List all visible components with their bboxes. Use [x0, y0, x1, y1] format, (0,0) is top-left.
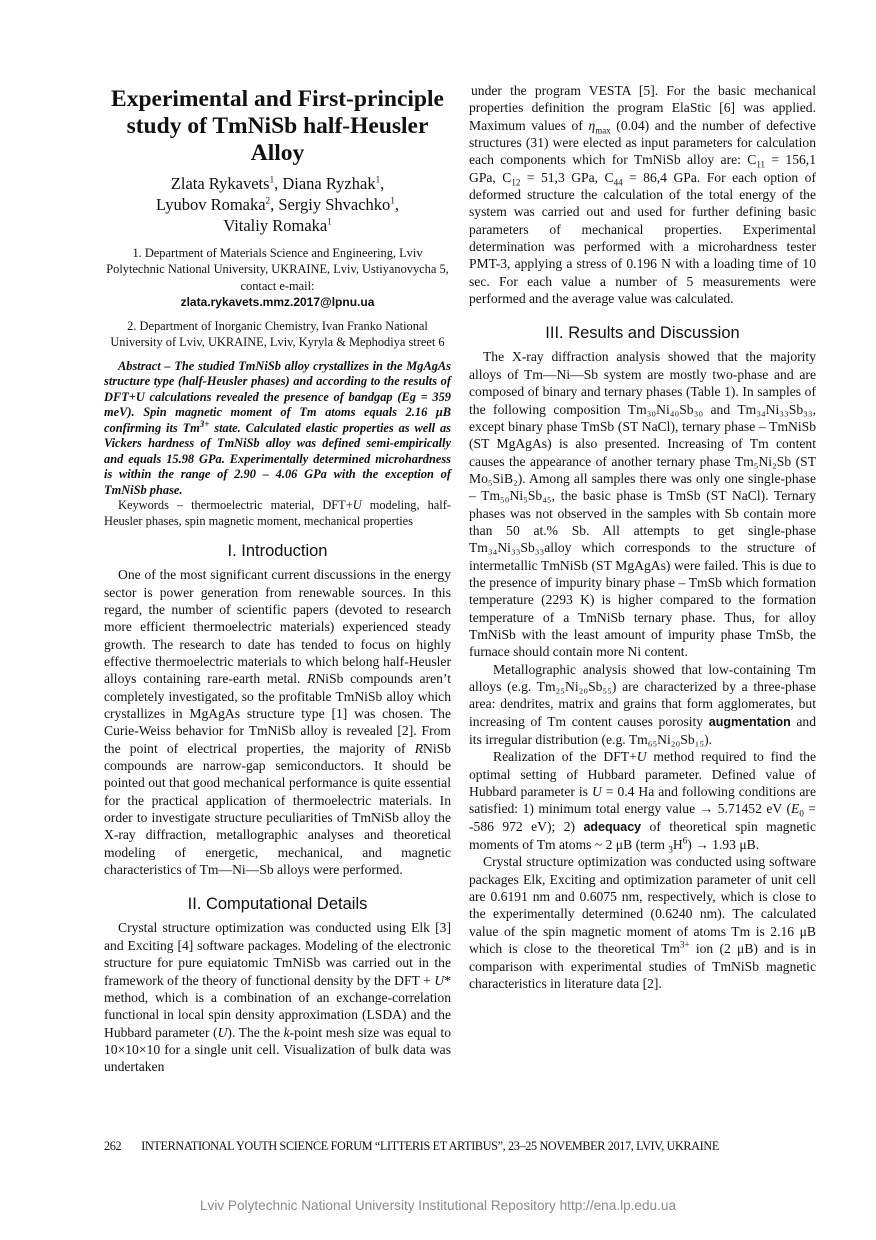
text: ) → 1.93 μB.: [687, 837, 760, 853]
author: Vitaliy Romaka: [223, 216, 328, 235]
intro-paragraph: [104, 566, 451, 878]
paper-title: Experimental and First-principle study of TmNiSb half-Heusler Alloy: [111, 86, 444, 166]
affiliation-mark: 1: [375, 174, 381, 185]
author: Sergiy Shvachko: [278, 195, 391, 214]
text: R: [414, 740, 424, 756]
text: U: [636, 749, 647, 765]
results-paragraph-3: [469, 748, 816, 853]
affiliation-mark: 1: [390, 195, 395, 206]
contact-email-link[interactable]: zlata.rykavets.mmz.2017@lpnu.ua: [180, 294, 375, 309]
computational-paragraph-continued: [469, 82, 816, 307]
subscript: 3: [668, 844, 673, 855]
bold-text: adequacy: [583, 819, 642, 834]
affiliation-mark: 1: [269, 174, 275, 185]
abstract-label: Abstract –: [118, 358, 171, 373]
section-heading-introduction: I. Introduction: [227, 542, 328, 561]
abstract: [104, 359, 451, 499]
text: under the program VESTA [5]. For the basic mechanical properties definition the program ElaStic [6] was applied. Maximum values of: [469, 83, 816, 133]
keywords-text: modeling, half-Heusler phases, spin magnetic moment, mechanical properties: [104, 498, 451, 528]
page-footer: [104, 1139, 719, 1154]
abstract-text: state. Calculated elastic properties as well as Vickers hardness of TmNiSb alloy was defined semi-empirically and equals 15.98 GPa. Experimentally determined microhardness is within the range of 2.90 – 4.06 GPa with the exception of TmNiSb phase.: [104, 420, 451, 497]
text: Realization of the DFT+: [493, 749, 637, 765]
affiliation-2: 2. Department of Inorganic Chemistry, Ivan Franko National University of Lviv, UKRAINE, Lviv, Kyryla & Mephodiya street 6: [110, 319, 445, 350]
keywords-text: U: [352, 498, 362, 513]
text: Crystal structure optimization was conducted using software packages Elk, Exciting and optimization parameter of unit cell are 0.6191 nm and 0.6075 nm, respectively, which is close to the experimentally determined (0.6240 nm). The calculated value of the spin magnetic moment of atoms Tm is 2.16 μB which is close to the theoretical Tm: [469, 854, 816, 957]
text: Metallographic analysis showed that low-containing Tm alloys (e.g. Tm₂₅Ni₂₀Sb₅₅) are characterized by a three-phase area: dendrites, matrix and grains that form agglomerates, but increasing of Tm content causes porosity: [469, 661, 816, 729]
subscript: max: [595, 125, 611, 136]
abstract-text: The studied TmNiSb alloy crystallizes in the MgAgAs structure type (half-Heusler phases) and according to the results of DFT+U calculations revealed the presence of bandgap (Eg = 359 meV). Spin magnetic moment of Tm atoms equals 2.16 μB confirming its Tm: [104, 358, 451, 435]
text: H: [672, 837, 683, 853]
author: Lyubov Romaka: [156, 195, 266, 214]
text: -point mesh size was equal to 10×10×10 for a single unit cell. Visualization of bulk data was undertaken: [104, 1024, 451, 1075]
subscript: 0: [799, 809, 804, 820]
author: Diana Ryzhak: [282, 174, 376, 193]
text: = 0.4 Ha and following conditions are satisfied: 1) minimum total energy value → 5.71452 eV (: [469, 784, 816, 817]
superscript: 6: [682, 835, 688, 846]
subscript: 12: [511, 177, 521, 188]
keywords: [104, 498, 451, 529]
page-number: 262: [104, 1139, 122, 1153]
text: = -586 972 eV); 2): [469, 801, 816, 834]
affiliation-mark: 1: [327, 216, 332, 227]
text: (0.04) and the number of defective structures (31) were elected as input parameters for calculation each components which for TmNiSb alloy are: C: [469, 117, 816, 168]
text: * method, which is a combination of an exchange-correlation functional in local spin density approximation (LSDA) and the Hubbard parameter (: [104, 972, 451, 1040]
subscript: 11: [756, 160, 766, 171]
conference-name: INTERNATIONAL YOUTH SCIENCE FORUM “LITTERIS ET ARTIBUS”, 23–25 NOVEMBER 2017, LVIV, UKRAINE: [141, 1139, 719, 1153]
affiliation-mark: 2: [265, 195, 271, 206]
text: = 86,4 GPa. For each option of deformed structure the calculation of the total energy of the system was carried out and used for further defining basic parameters of mechanical properties. Experimental determination was performed with a microhardness tester PMT-3, applying a stress of 0.196 N with a loading time of 10 sec. For each value a number of 5 measurements were performed and the average value was calculated.: [469, 169, 816, 307]
text: NiSb compounds are narrow-gap semiconductors. It should be pointed out that good mechanical performance is quite essential for the practical application of thermoelectric materials. In order to investigate structure peculiarities of TmNiSb alloy the X-ray diffraction, metallographic analyses and theoretical modeling of energetic, mechanical, and magnetic characteristics of Tm—Ni—Sb alloys were performed.: [104, 740, 451, 878]
superscript: 3+: [679, 939, 690, 950]
text: ). The the: [227, 1024, 284, 1040]
author-list: Zlata Rykavets$^1$, Diana Ryzhak$^1$, Lyubov Romaka$^2$, Sergiy Shvachko$^1$, Vitaliy Romaka$^1$: [156, 174, 399, 235]
text: and its irregular distribution (e.g. Tm₆₅Ni₂₀Sb₁₅).: [469, 713, 816, 748]
repository-watermark[interactable]: Lviv Polytechnic National University Institutional Repository http://ena.lp.edu.ua: [199, 1198, 677, 1213]
text: E: [791, 801, 800, 817]
text: = 156,1 GPa, C: [469, 152, 816, 185]
text: k: [283, 1024, 290, 1040]
text: NiSb compounds aren’t completely investigated, so the profitable TmNiSb alloy which crystallizes in MgAgAs structure type [1] was chosen. The Curie-Weiss behavior for TmNiSb alloy is revealed [2]. From the point of electrical properties, the majority of: [104, 671, 451, 756]
subscript: 44: [613, 177, 623, 188]
results-paragraph-2: [469, 661, 816, 749]
text: method required to find the optimal setting of Hubbard parameter. Defined value of Hubbard parameter is: [469, 749, 816, 800]
text: = 51,3 GPa, C: [520, 169, 614, 185]
text: U: [434, 972, 445, 988]
text: R: [307, 671, 316, 687]
text: Crystal structure optimization was conducted using Elk [3] and Exciting [4] software packages. Modeling of the electronic structure for pure equiatomic TmNiSb was carried out in the framework of the theory of functional density by the DFT +: [104, 920, 451, 988]
results-paragraph-1: The X-ray diffraction analysis showed that the majority alloys of Tm—Ni—Sb system are mostly two-phase and are composed of binary and ternary phases (Table 1). In samples of the following composition Tm₃₀Ni₄₀Sb₃₀ and Tm₃₄Ni₃₃Sb₃₃, except binary phase TmSb (ST NaCl), ternary phase – TmNiSb (ST MgAgAs) is also presented. Increasing of Tm content causes the appearance of another ternary phase Tm₅Ni₂Sb (ST Mo₅SiB₂). Among all samples there was only one single-phase – Tm₅₀Ni₅Sb₄₅, the basic phase is TmSb (ST NaCl). Ternary phases was not observed in the samples with Sb contain more than 50 at.% Sb. All attempts to get single-phase Tm₃₄Ni₃₃Sb₃₃alloy which corresponds to the structure of intermetallic TmNiSb (ST MgAgAs) were failed. This is due to the presence of impurity binary phase – TmSb which formation temperature (2293 K) is higher compared to the formation temperature of a TmNiSb ternary phase. Thus, for alloy TmNiSb with the least amount of impurity phase TmSb, the furnace should contain more Ni content.: [469, 349, 816, 660]
author: Zlata Rykavets: [170, 174, 270, 193]
keywords-text: thermoelectric material, DFT+: [183, 498, 353, 513]
text: U: [591, 784, 602, 800]
right-column: [469, 82, 816, 992]
left-column: [104, 82, 451, 1076]
computational-paragraph: [104, 919, 451, 1075]
section-heading-results: III. Results and Discussion: [545, 324, 740, 343]
section-heading-computational: II. Computational Details: [187, 895, 368, 914]
text: U: [217, 1024, 228, 1040]
text: of theoretical spin magnetic moments of Tm atoms ~ 2 μB (term: [469, 818, 816, 853]
bold-text: augmentation: [708, 714, 791, 729]
results-paragraph-4: [469, 853, 816, 992]
affiliation-1: [104, 245, 451, 310]
text: One of the most significant current discussions in the energy sector is power generation from renewable sources. In this regard, the number of scientific papers (devoted to research more efficient thermoelectric materials) experienced steady growth. The research to date has tended to focus on highly effective thermoelectric materials to which belong half-Heusler alloys containing rare-earth metal.: [104, 567, 451, 687]
affiliation-1-text: 1. Department of Materials Science and Engineering, Lviv Polytechnic National University, UKRAINE, Lviv, Ustiyanovycha 5, contact e-mail:: [106, 246, 449, 293]
keywords-label: Keywords –: [118, 498, 184, 513]
text: ion (2 μB) and is in comparison with experimental studies of TmNiSb magnetic characteristics in literature data [2].: [469, 941, 816, 991]
superscript: 3+: [199, 418, 210, 429]
text: η: [588, 117, 596, 133]
